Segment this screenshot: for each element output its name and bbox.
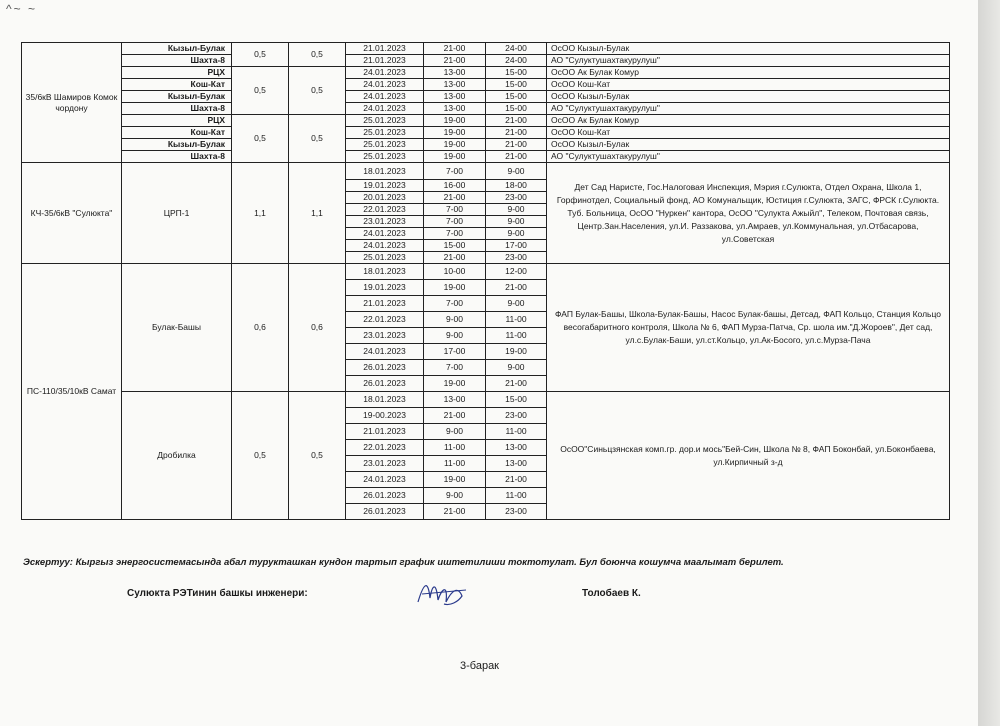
table-row bbox=[22, 55, 950, 67]
power-cell: 0,6 bbox=[232, 264, 289, 392]
time-to-cell: 21-00 bbox=[486, 127, 547, 139]
time-from-cell: 21-00 bbox=[424, 252, 486, 264]
date-cell: 26.01.2023 bbox=[346, 376, 424, 392]
consumer-cell: ОсОО"Синьцзянская комп.гр. дор.и мось"Бей-Син, Школа № 8, ФАП Боконбай, ул.Боконбаева, ул.Кирпичный з-д bbox=[547, 392, 950, 520]
date-cell: 21.01.2023 bbox=[346, 296, 424, 312]
table-row bbox=[22, 67, 950, 79]
time-to-cell: 23-00 bbox=[486, 504, 547, 520]
table-row bbox=[22, 392, 950, 408]
feeder-cell: Кош-Кат bbox=[122, 79, 232, 91]
time-to-cell: 21-00 bbox=[486, 151, 547, 163]
consumer-cell: ОсОО Кызыл-Булак bbox=[547, 139, 950, 151]
time-from-cell: 19-00 bbox=[424, 472, 486, 488]
time-from-cell: 16-00 bbox=[424, 180, 486, 192]
date-cell: 24.01.2023 bbox=[346, 91, 424, 103]
consumer-cell: ОсОО Кош-Кат bbox=[547, 127, 950, 139]
consumer-cell: АО "Сулуктушахтакурулуш" bbox=[547, 151, 950, 163]
time-to-cell: 24-00 bbox=[486, 55, 547, 67]
table-row bbox=[22, 163, 950, 180]
note: Эскертуу: Кыргыз энергосистемасында абал турукташкан кундон тартып график иштетилиши токтотулат. Бул боюнча кошумча маалымат берилет. bbox=[23, 557, 784, 568]
time-from-cell: 10-00 bbox=[424, 264, 486, 280]
scan-edge bbox=[978, 0, 1000, 726]
corner-mark: ^~ ~ bbox=[6, 2, 37, 16]
date-cell: 26.01.2023 bbox=[346, 504, 424, 520]
power-cell: 0,5 bbox=[289, 392, 346, 520]
consumer-cell: ОсОО Ак Булак Комур bbox=[547, 67, 950, 79]
time-from-cell: 19-00 bbox=[424, 376, 486, 392]
date-cell: 26.01.2023 bbox=[346, 360, 424, 376]
power-cell: 0,5 bbox=[289, 43, 346, 67]
feeder-cell: Кош-Кат bbox=[122, 127, 232, 139]
feeder-cell: РЦХ bbox=[122, 67, 232, 79]
time-to-cell: 19-00 bbox=[486, 344, 547, 360]
date-cell: 24.01.2023 bbox=[346, 472, 424, 488]
time-from-cell: 11-00 bbox=[424, 440, 486, 456]
date-cell: 18.01.2023 bbox=[346, 264, 424, 280]
consumer-cell: ОсОО Кызыл-Булак bbox=[547, 91, 950, 103]
time-from-cell: 9-00 bbox=[424, 328, 486, 344]
date-cell: 22.01.2023 bbox=[346, 204, 424, 216]
substation-cell: 35/6кВ Шамиров Комок чордону bbox=[22, 43, 122, 163]
date-cell: 21.01.2023 bbox=[346, 424, 424, 440]
time-from-cell: 19-00 bbox=[424, 280, 486, 296]
date-cell: 20.01.2023 bbox=[346, 192, 424, 204]
time-to-cell: 23-00 bbox=[486, 408, 547, 424]
time-from-cell: 21-00 bbox=[424, 192, 486, 204]
date-cell: 24.01.2023 bbox=[346, 344, 424, 360]
time-from-cell: 21-00 bbox=[424, 43, 486, 55]
time-to-cell: 9-00 bbox=[486, 204, 547, 216]
date-cell: 25.01.2023 bbox=[346, 252, 424, 264]
time-to-cell: 9-00 bbox=[486, 360, 547, 376]
date-cell: 19-00.2023 bbox=[346, 408, 424, 424]
time-from-cell: 7-00 bbox=[424, 216, 486, 228]
time-to-cell: 9-00 bbox=[486, 216, 547, 228]
time-to-cell: 15-00 bbox=[486, 392, 547, 408]
table-row bbox=[22, 43, 950, 55]
power-cell: 0,5 bbox=[232, 43, 289, 67]
feeder-cell: РЦХ bbox=[122, 115, 232, 127]
power-cell: 0,5 bbox=[232, 67, 289, 115]
power-cell: 0,5 bbox=[289, 67, 346, 115]
date-cell: 22.01.2023 bbox=[346, 440, 424, 456]
time-from-cell: 7-00 bbox=[424, 204, 486, 216]
power-cell: 0,5 bbox=[289, 115, 346, 163]
time-from-cell: 7-00 bbox=[424, 360, 486, 376]
time-from-cell: 7-00 bbox=[424, 296, 486, 312]
date-cell: 25.01.2023 bbox=[346, 127, 424, 139]
feeder-cell: Шахта-8 bbox=[122, 151, 232, 163]
time-from-cell: 9-00 bbox=[424, 424, 486, 440]
substation-cell: ПС-110/35/10кВ Самат bbox=[22, 264, 122, 520]
consumer-cell: Дет Сад Наристе, Гос.Налоговая Инспекция, Мэрия г.Сулюкта, Отдел Охрана, Школа 1, Горфинотдел, Социальный фонд, АО Комунальщик, Юстиция г.Сулюкта, ЗАГС, ФРСК г.Сулюкта. Туб. Больница, ОсОО "Нуркен" кантора, ОсОО "Сулукта Ажыйл", Телеком, Почтовая связь, Центр.Зан.Населения, ул.И. Раззакова, ул.Амраев, ул.Коммунальная, ул.Отбасарова, ул.Советская bbox=[547, 163, 950, 264]
time-from-cell: 19-00 bbox=[424, 127, 486, 139]
page-number: 3-барак bbox=[460, 660, 499, 672]
table-row bbox=[22, 79, 950, 91]
time-to-cell: 21-00 bbox=[486, 115, 547, 127]
time-from-cell: 13-00 bbox=[424, 392, 486, 408]
time-to-cell: 13-00 bbox=[486, 440, 547, 456]
date-cell: 25.01.2023 bbox=[346, 139, 424, 151]
time-to-cell: 11-00 bbox=[486, 312, 547, 328]
handwritten-signature bbox=[414, 576, 472, 610]
time-from-cell: 13-00 bbox=[424, 79, 486, 91]
time-to-cell: 15-00 bbox=[486, 103, 547, 115]
time-from-cell: 15-00 bbox=[424, 240, 486, 252]
date-cell: 23.01.2023 bbox=[346, 216, 424, 228]
substation-cell: КЧ-35/6кВ "Сулюкта" bbox=[22, 163, 122, 264]
date-cell: 18.01.2023 bbox=[346, 392, 424, 408]
power-cell: 1,1 bbox=[232, 163, 289, 264]
time-from-cell: 19-00 bbox=[424, 151, 486, 163]
time-to-cell: 11-00 bbox=[486, 424, 547, 440]
table-row bbox=[22, 127, 950, 139]
time-from-cell: 11-00 bbox=[424, 456, 486, 472]
date-cell: 24.01.2023 bbox=[346, 103, 424, 115]
time-from-cell: 9-00 bbox=[424, 488, 486, 504]
feeder-cell: Шахта-8 bbox=[122, 55, 232, 67]
consumer-cell: ОсОО Ак Булак Комур bbox=[547, 115, 950, 127]
date-cell: 19.01.2023 bbox=[346, 280, 424, 296]
table-row bbox=[22, 91, 950, 103]
time-to-cell: 21-00 bbox=[486, 472, 547, 488]
time-to-cell: 21-00 bbox=[486, 280, 547, 296]
time-to-cell: 12-00 bbox=[486, 264, 547, 280]
signature-role: Сулюкта РЭТинин башкы инженери: bbox=[127, 588, 308, 599]
date-cell: 22.01.2023 bbox=[346, 312, 424, 328]
feeder-cell: Кызыл-Булак bbox=[122, 139, 232, 151]
time-from-cell: 21-00 bbox=[424, 408, 486, 424]
time-from-cell: 21-00 bbox=[424, 55, 486, 67]
date-cell: 18.01.2023 bbox=[346, 163, 424, 180]
date-cell: 21.01.2023 bbox=[346, 55, 424, 67]
time-to-cell: 17-00 bbox=[486, 240, 547, 252]
date-cell: 23.01.2023 bbox=[346, 328, 424, 344]
table-row bbox=[22, 264, 950, 280]
time-from-cell: 21-00 bbox=[424, 504, 486, 520]
time-to-cell: 24-00 bbox=[486, 43, 547, 55]
date-cell: 23.01.2023 bbox=[346, 456, 424, 472]
time-from-cell: 13-00 bbox=[424, 91, 486, 103]
date-cell: 26.01.2023 bbox=[346, 488, 424, 504]
time-to-cell: 13-00 bbox=[486, 456, 547, 472]
feeder-cell: Булак-Башы bbox=[122, 264, 232, 392]
date-cell: 19.01.2023 bbox=[346, 180, 424, 192]
time-to-cell: 21-00 bbox=[486, 376, 547, 392]
time-to-cell: 9-00 bbox=[486, 228, 547, 240]
time-to-cell: 9-00 bbox=[486, 163, 547, 180]
table-row bbox=[22, 103, 950, 115]
date-cell: 24.01.2023 bbox=[346, 67, 424, 79]
time-to-cell: 15-00 bbox=[486, 91, 547, 103]
feeder-cell: Кызыл-Булак bbox=[122, 91, 232, 103]
time-from-cell: 13-00 bbox=[424, 67, 486, 79]
consumer-cell: ОсОО Кызыл-Булак bbox=[547, 43, 950, 55]
power-cell: 0,6 bbox=[289, 264, 346, 392]
time-to-cell: 23-00 bbox=[486, 252, 547, 264]
time-to-cell: 23-00 bbox=[486, 192, 547, 204]
time-to-cell: 21-00 bbox=[486, 139, 547, 151]
time-to-cell: 11-00 bbox=[486, 488, 547, 504]
time-from-cell: 7-00 bbox=[424, 228, 486, 240]
table-row bbox=[22, 151, 950, 163]
table-row bbox=[22, 139, 950, 151]
time-from-cell: 7-00 bbox=[424, 163, 486, 180]
power-cell: 1,1 bbox=[289, 163, 346, 264]
feeder-cell: Кызыл-Булак bbox=[122, 43, 232, 55]
date-cell: 25.01.2023 bbox=[346, 115, 424, 127]
time-from-cell: 19-00 bbox=[424, 139, 486, 151]
time-to-cell: 15-00 bbox=[486, 79, 547, 91]
time-to-cell: 18-00 bbox=[486, 180, 547, 192]
power-cell: 0,5 bbox=[232, 392, 289, 520]
consumer-cell: ФАП Булак-Башы, Школа-Булак-Башы, Насос Булак-башы, Детсад, ФАП Кольцо, Станция Кольцо весогабаритного контроля, Школа № 6, ФАП Мурза-Патча, Ср. шола им."Д.Жороев", Дет сад, ул.с.Булак-Баши, ул.ст.Кольцо, ул.Ак-Босого, ул.с.Мурза-Пача bbox=[547, 264, 950, 392]
time-from-cell: 13-00 bbox=[424, 103, 486, 115]
date-cell: 25.01.2023 bbox=[346, 151, 424, 163]
date-cell: 24.01.2023 bbox=[346, 240, 424, 252]
power-cell: 0,5 bbox=[232, 115, 289, 163]
time-to-cell: 11-00 bbox=[486, 328, 547, 344]
time-from-cell: 19-00 bbox=[424, 115, 486, 127]
date-cell: 24.01.2023 bbox=[346, 228, 424, 240]
time-from-cell: 17-00 bbox=[424, 344, 486, 360]
feeder-cell: Шахта-8 bbox=[122, 103, 232, 115]
time-to-cell: 15-00 bbox=[486, 67, 547, 79]
table-row bbox=[22, 115, 950, 127]
time-from-cell: 9-00 bbox=[424, 312, 486, 328]
feeder-cell: ЦРП-1 bbox=[122, 163, 232, 264]
time-to-cell: 9-00 bbox=[486, 296, 547, 312]
date-cell: 24.01.2023 bbox=[346, 79, 424, 91]
consumer-cell: АО "Сулуктушахтакурулуш" bbox=[547, 103, 950, 115]
signature-name: Толобаев К. bbox=[582, 588, 641, 599]
consumer-cell: АО "Сулуктушахтакурулуш" bbox=[547, 55, 950, 67]
date-cell: 21.01.2023 bbox=[346, 43, 424, 55]
consumer-cell: ОсОО Кош-Кат bbox=[547, 79, 950, 91]
outage-schedule-table bbox=[21, 42, 950, 520]
feeder-cell: Дробилка bbox=[122, 392, 232, 520]
